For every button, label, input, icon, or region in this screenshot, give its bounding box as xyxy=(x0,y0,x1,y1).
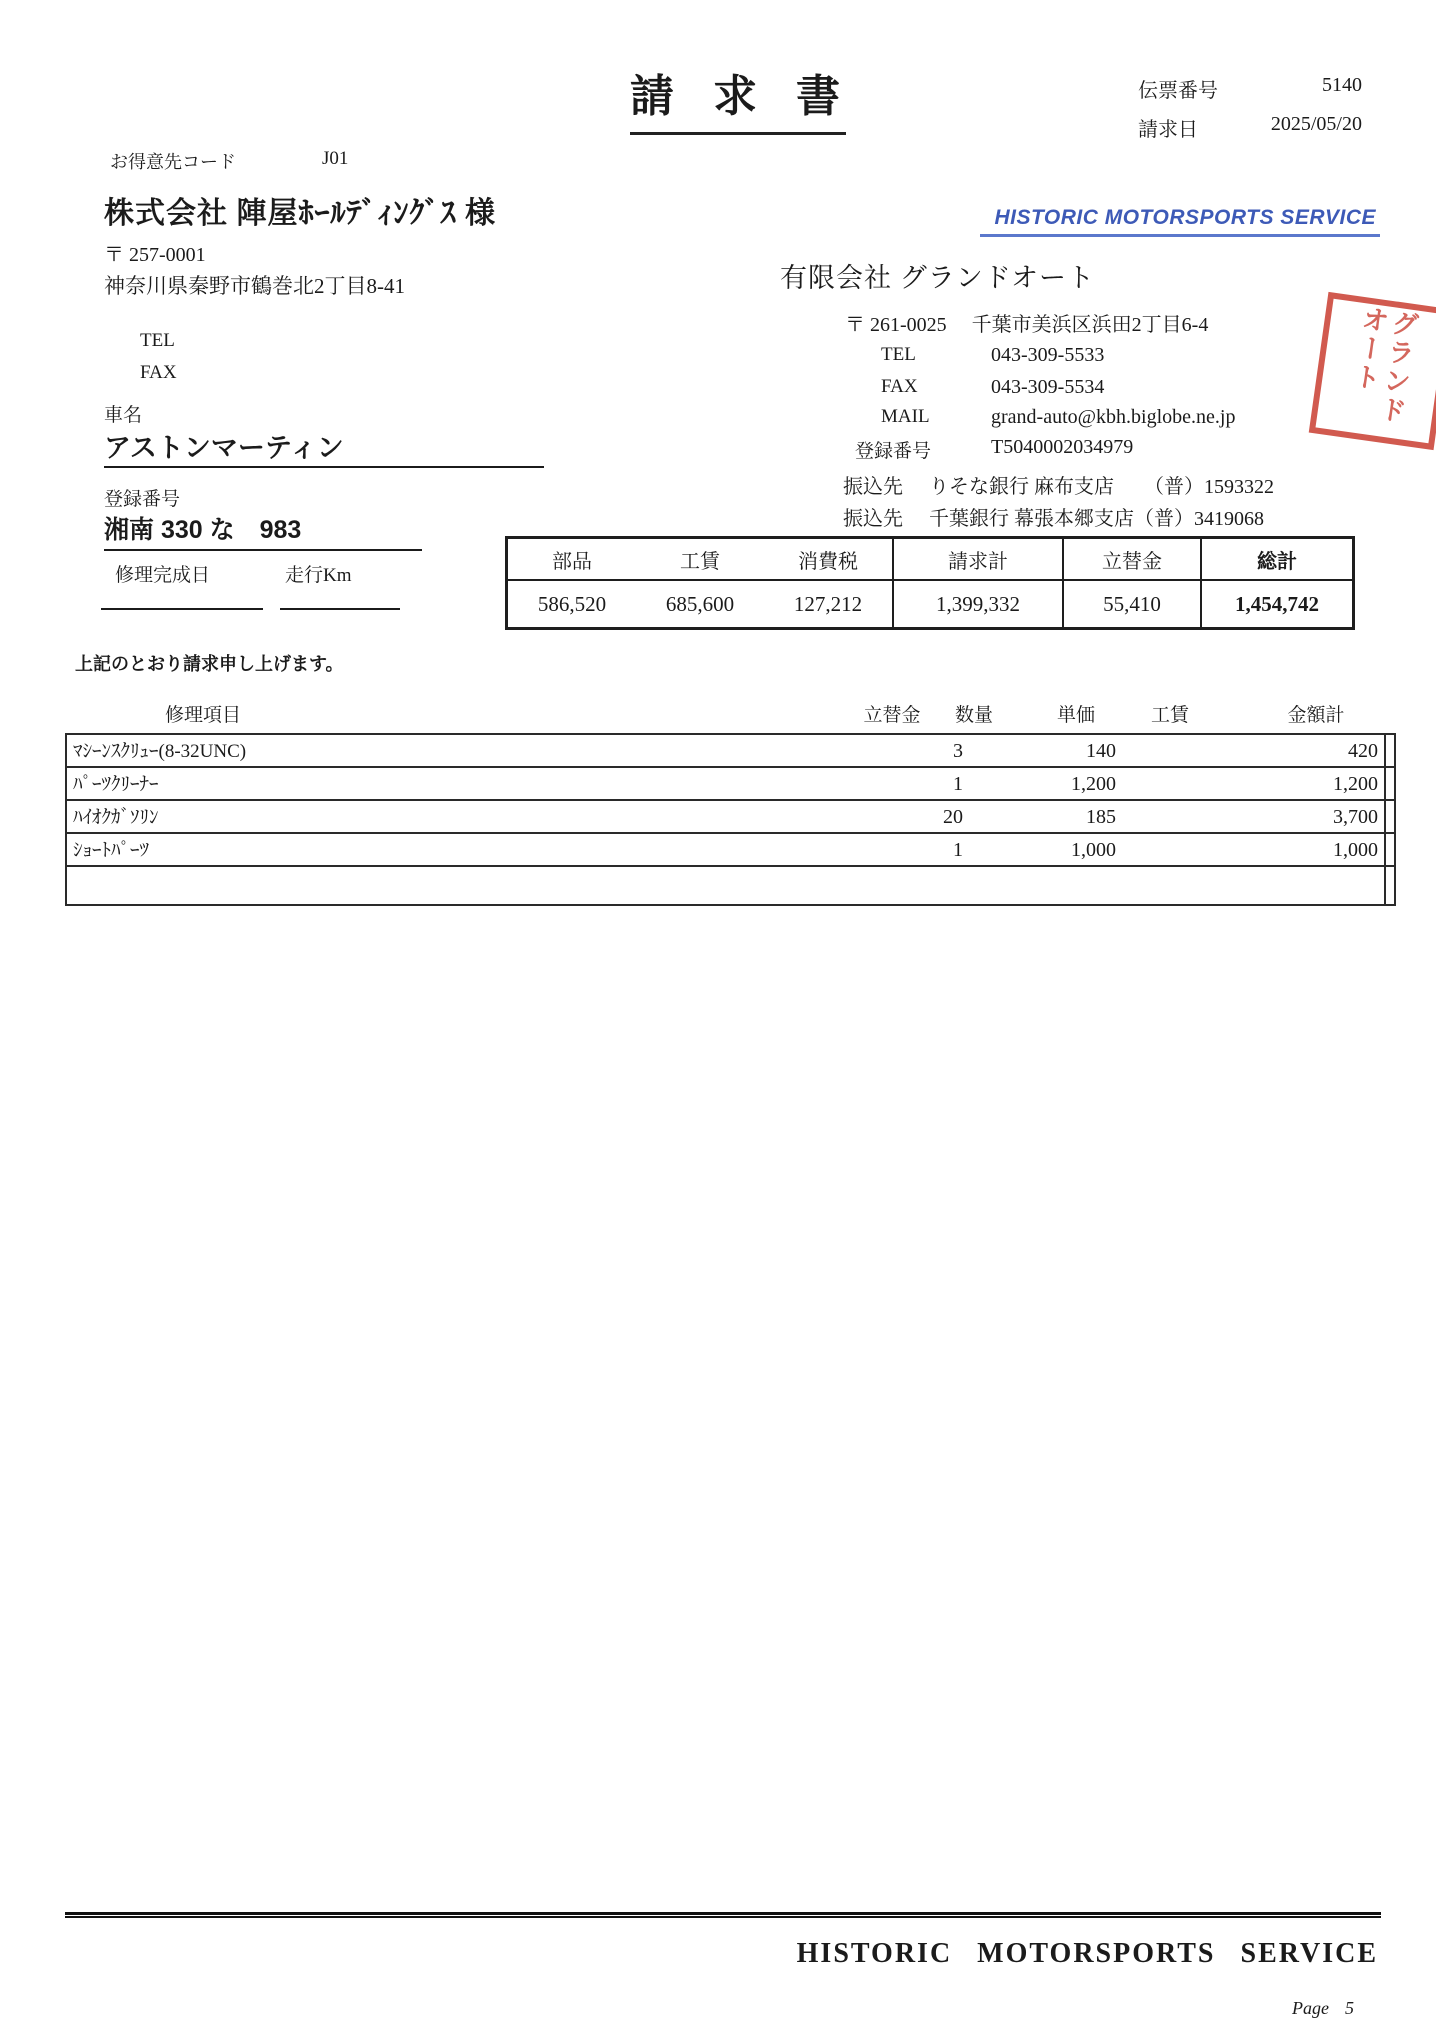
item-name: ﾊﾟｰﾂｸﾘｰﾅｰ xyxy=(73,774,159,795)
summary-header-parts: 部品 xyxy=(508,539,636,581)
customer-fax-label: FAX xyxy=(140,362,177,383)
items-header-repair-item: 修理項目 xyxy=(165,705,242,726)
customer-name: 株式会社 陣屋ﾎｰﾙﾃﾞｨﾝｸﾞｽ 様 xyxy=(104,197,496,230)
item-amount: 1,000 xyxy=(1333,839,1378,861)
bank-account-1 xyxy=(843,470,1274,499)
invoice-date-label: 請求日 xyxy=(1138,119,1198,141)
summary-table xyxy=(505,536,1355,630)
item-unit-price: 140 xyxy=(1086,740,1116,762)
customer-postal-code: 〒 257-0001 xyxy=(104,244,206,266)
vendor-mail-value: grand-auto@kbh.biglobe.ne.jp xyxy=(991,406,1236,428)
bank-1-value: りそな銀行 麻布支店 （普）1593322 xyxy=(929,476,1274,498)
bank-account-2 xyxy=(843,502,1264,531)
summary-header-tax: 消費税 xyxy=(764,539,892,581)
vendor-registration-label: 登録番号 xyxy=(855,441,932,462)
mileage-underline xyxy=(280,608,400,610)
invoice-date-value: 2025/05/20 xyxy=(1270,113,1362,135)
vendor-brand-logo: HISTORIC MOTORSPORTS SERVICE xyxy=(980,206,1380,237)
item-quantity: 1 xyxy=(953,839,963,861)
item-name: ﾏｼｰﾝｽｸﾘｭｰ(8-32UNC) xyxy=(73,741,247,762)
customer-code-label: お得意先コード xyxy=(110,152,236,172)
customer-tel-label: TEL xyxy=(140,330,175,351)
summary-value-tax: 127,212 xyxy=(793,591,863,616)
vendor-registration-number: T5040002034979 xyxy=(991,436,1134,458)
items-header-quantity: 数量 xyxy=(954,705,994,726)
car-name-underline xyxy=(104,466,544,468)
summary-value-labor: 685,600 xyxy=(665,591,735,616)
items-header-unit-price: 単価 xyxy=(1056,705,1096,726)
item-row xyxy=(67,834,1394,867)
page-label: Page xyxy=(1292,1998,1329,2018)
summary-value-grand-total: 1,454,742 xyxy=(1200,581,1352,627)
invoice-meta xyxy=(1138,74,1362,152)
billing-statement: 上記のとおり請求申し上げます。 xyxy=(75,654,344,674)
item-row xyxy=(67,801,1394,834)
item-row xyxy=(67,768,1394,801)
vendor-tel-label: TEL xyxy=(881,344,916,365)
repair-completion-date-label: 修理完成日 xyxy=(115,565,211,586)
car-name-label: 車名 xyxy=(104,405,143,426)
summary-header-advance: 立替金 xyxy=(1062,539,1200,581)
customer-address: 神奈川県秦野市鶴巻北2丁目8-41 xyxy=(104,274,405,298)
slip-number-value: 5140 xyxy=(1322,74,1362,96)
item-amount: 1,200 xyxy=(1333,773,1378,795)
item-name: ｼｮｰﾄﾊﾟｰﾂ xyxy=(73,840,150,861)
registration-number-value: 湘南 330 な 983 xyxy=(104,516,302,544)
item-unit-price: 1,200 xyxy=(1071,773,1116,795)
vendor-fax-value: 043-309-5534 xyxy=(991,376,1105,398)
customer-code-value: J01 xyxy=(322,148,349,169)
summary-value-parts: 586,520 xyxy=(537,591,607,616)
items-header-amount: 金額計 xyxy=(1287,705,1345,726)
summary-header-billed-total: 請求計 xyxy=(892,539,1062,581)
items-table xyxy=(65,733,1396,906)
item-row xyxy=(67,735,1394,768)
invoice-title: 請 求 書 xyxy=(630,60,846,135)
mileage-label: 走行Km xyxy=(285,565,352,586)
page-number xyxy=(1292,1998,1354,2019)
item-name: ﾊｲｵｸｶﾞｿﾘﾝ xyxy=(73,807,159,828)
item-quantity: 20 xyxy=(943,806,963,828)
summary-header-grand-total: 総計 xyxy=(1200,539,1352,581)
registration-number-label: 登録番号 xyxy=(104,489,181,510)
vendor-tel-value: 043-309-5533 xyxy=(991,344,1105,366)
footer-double-rule xyxy=(65,1912,1381,1918)
vendor-company-name: 有限会社 グランドオート xyxy=(780,263,1095,293)
vendor-mail-label: MAIL xyxy=(881,406,930,427)
item-row-empty xyxy=(67,867,1394,904)
item-amount: 420 xyxy=(1348,740,1378,762)
item-quantity: 1 xyxy=(953,773,963,795)
bank-1-label: 振込先 xyxy=(843,476,903,498)
items-header-advance: 立替金 xyxy=(863,705,921,726)
slip-number-label: 伝票番号 xyxy=(1138,80,1218,102)
vendor-postal-address: 〒 261-0025 千葉市美浜区浜田2丁目6-4 xyxy=(845,314,1209,336)
items-header-labor: 工賃 xyxy=(1150,705,1190,726)
item-unit-price: 1,000 xyxy=(1071,839,1116,861)
bank-2-value: 千葉銀行 幕張本郷支店（普）3419068 xyxy=(929,508,1264,530)
footer-brand: HISTORIC MOTORSPORTS SERVICE xyxy=(796,1938,1378,1969)
car-name-value: アストンマーティン xyxy=(104,433,344,463)
invoice-date-row xyxy=(1138,113,1362,142)
company-seal-text: グランドオート xyxy=(1348,303,1420,427)
item-amount: 3,700 xyxy=(1333,806,1378,828)
repair-date-underline xyxy=(101,608,263,610)
bank-2-label: 振込先 xyxy=(843,508,903,530)
summary-value-advance: 55,410 xyxy=(1062,581,1200,627)
item-unit-price: 185 xyxy=(1086,806,1116,828)
summary-header-labor: 工賃 xyxy=(636,539,764,581)
slip-number-row xyxy=(1138,74,1362,103)
company-seal-stamp xyxy=(1309,292,1436,450)
item-quantity: 3 xyxy=(953,740,963,762)
page-value: 5 xyxy=(1344,1998,1354,2018)
summary-value-billed-total: 1,399,332 xyxy=(892,581,1062,627)
registration-underline xyxy=(104,549,422,551)
vendor-fax-label: FAX xyxy=(881,376,918,397)
